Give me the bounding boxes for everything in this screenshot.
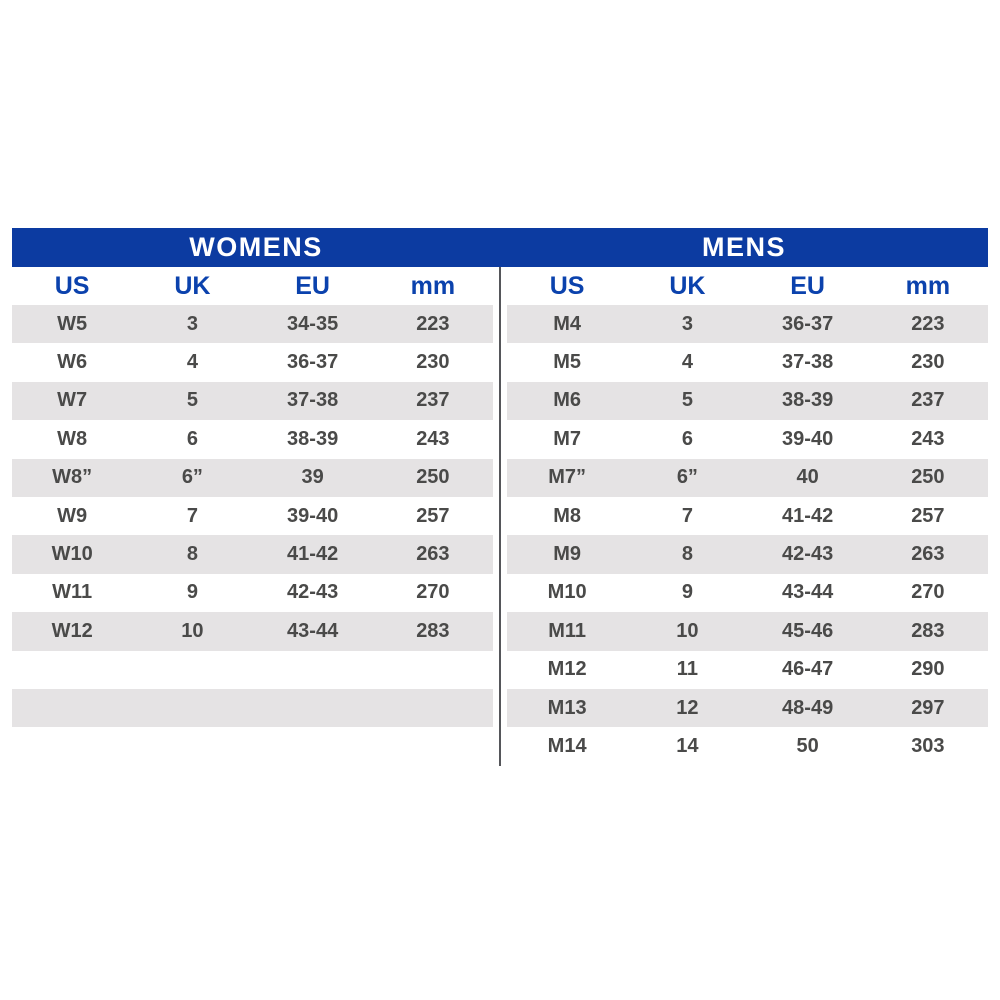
size-cell: M13 [547,696,587,719]
size-cell: 3 [681,312,693,335]
size-cell: M9 [553,543,582,566]
size-cell: 237 [416,389,450,412]
empty-row [12,689,493,727]
size-cell: 6” [676,466,698,489]
size-cell: 230 [911,351,945,374]
size-cell: W7 [57,389,88,412]
size-cell: W11 [52,581,93,604]
womens-table [12,267,500,766]
size-cell: 9 [681,581,693,604]
size-cell: 257 [416,504,450,527]
size-cell: W6 [57,351,88,374]
size-cell: 8 [186,543,198,566]
size-cell: 303 [911,734,945,757]
size-cell: 223 [416,312,450,335]
size-cell: M7 [553,427,582,450]
chart-title-bar [12,228,988,267]
size-cell: M11 [548,619,587,642]
size-cell: 297 [911,696,945,719]
size-cell: 48-49 [782,696,834,719]
size-cell: 250 [416,466,450,489]
size-cell: 7 [681,504,693,527]
size-cell: M10 [547,581,587,604]
size-row [507,459,988,497]
size-cell: 230 [416,351,450,374]
size-cell: 39-40 [287,504,339,527]
size-cell: 37-38 [782,351,834,374]
size-cell: 6 [186,427,198,450]
size-cell: 270 [911,581,945,604]
size-cell: 34-35 [287,312,339,335]
size-cell: 50 [796,734,819,757]
size-row [12,574,493,612]
size-cell: 7 [186,504,198,527]
size-row [12,612,493,650]
size-row [12,497,493,535]
size-cell: M12 [547,658,587,681]
size-cell: 36-37 [782,312,834,335]
size-cell: W10 [51,543,93,566]
size-cell: W8” [52,466,93,489]
table-divider [499,267,501,766]
size-cell: M4 [553,312,582,335]
size-row [12,343,493,381]
size-cell: 270 [416,581,450,604]
size-row [507,305,988,343]
column-header: UK [174,271,211,300]
size-row [12,305,493,343]
size-row [507,497,988,535]
size-cell: 42-43 [782,543,834,566]
size-cell: M8 [553,504,582,527]
size-cell: 38-39 [287,427,339,450]
mens-table [500,267,988,766]
size-cell: M6 [553,389,582,412]
size-cell: 39 [301,466,324,489]
column-header-row [507,267,988,305]
size-row [507,535,988,573]
size-cell: 5 [681,389,693,412]
size-cell: 38-39 [782,389,834,412]
tables-area [12,267,988,766]
size-cell: 6 [681,427,693,450]
size-cell: 37-38 [287,389,339,412]
size-cell: 250 [911,466,945,489]
size-cell: 10 [181,619,204,642]
size-row [507,727,988,765]
size-cell: 3 [186,312,198,335]
size-cell: 42-43 [287,581,339,604]
size-cell: M7” [548,466,587,489]
size-cell: 11 [676,658,698,681]
size-cell: 243 [416,427,450,450]
size-row [12,535,493,573]
size-row [12,420,493,458]
size-row [507,689,988,727]
size-cell: 257 [911,504,945,527]
size-cell: 4 [681,351,693,374]
column-header-row [12,267,493,305]
size-cell: 12 [676,696,699,719]
size-cell: W5 [57,312,88,335]
size-row [507,612,988,650]
empty-row [12,651,493,689]
size-cell: 6” [181,466,203,489]
size-cell: 46-47 [782,658,834,681]
size-cell: W8 [57,427,88,450]
size-row [507,382,988,420]
size-row [12,382,493,420]
size-cell: W9 [57,504,88,527]
size-cell: 43-44 [287,619,339,642]
size-cell: 9 [186,581,198,604]
size-cell: 36-37 [287,351,339,374]
column-header: US [549,271,585,300]
mens-section-title: MENS [701,232,786,262]
size-row [507,420,988,458]
size-cell: W12 [51,619,93,642]
size-cell: 41-42 [782,504,834,527]
size-row [12,459,493,497]
column-header: mm [905,271,951,300]
empty-row [12,727,493,765]
size-cell: 263 [416,543,450,566]
womens-section-title: WOMENS [189,232,323,262]
size-cell: 243 [911,427,945,450]
size-cell: 14 [676,734,699,757]
column-header: mm [410,271,456,300]
size-cell: 8 [681,543,693,566]
size-cell: 283 [416,619,450,642]
size-cell: 40 [796,466,819,489]
size-cell: M14 [547,734,587,757]
size-cell: 39-40 [782,427,834,450]
size-cell: 4 [186,351,198,374]
size-cell: 5 [186,389,198,412]
size-row [507,574,988,612]
column-header: EU [295,271,330,300]
size-row [507,651,988,689]
size-cell: 283 [911,619,945,642]
size-row [507,343,988,381]
size-cell: 237 [911,389,945,412]
size-cell: 43-44 [782,581,834,604]
column-header: EU [790,271,825,300]
size-cell: 41-42 [287,543,339,566]
column-header: UK [669,271,706,300]
size-cell: 223 [911,312,945,335]
size-cell: 290 [911,658,945,681]
size-cell: 45-46 [782,619,834,642]
size-cell: 263 [911,543,945,566]
size-conversion-chart [12,228,988,766]
size-cell: 10 [676,619,699,642]
column-header: US [54,271,90,300]
size-cell: M5 [553,351,582,374]
